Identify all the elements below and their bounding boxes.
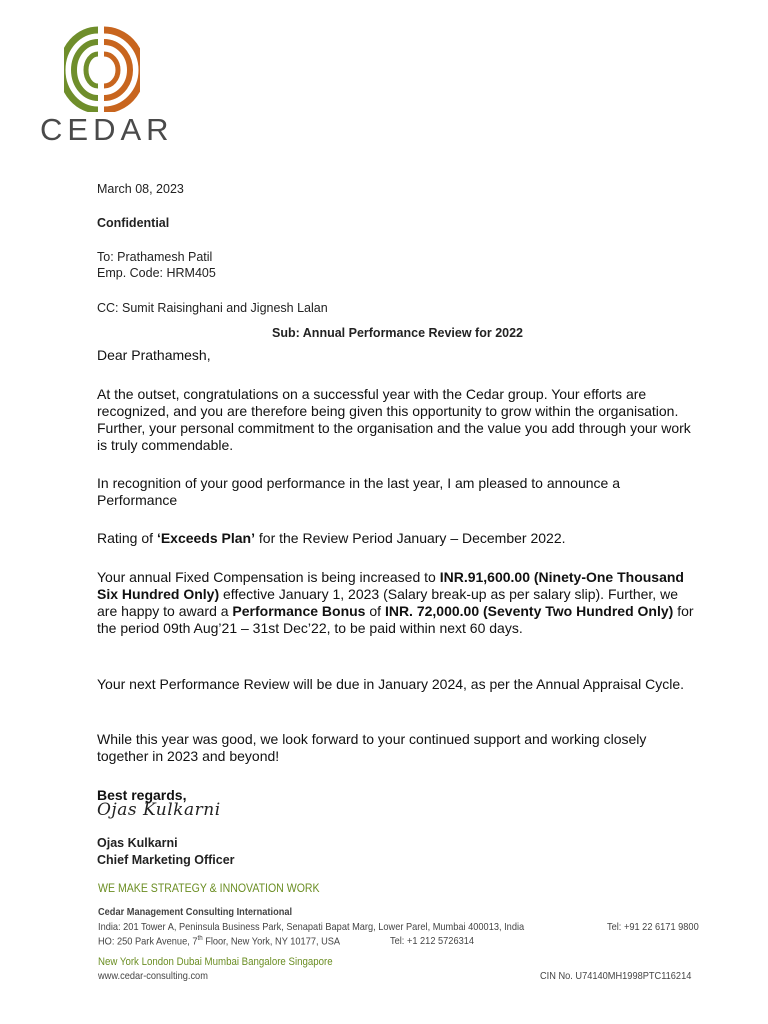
footer-cin: CIN No. U74140MH1998PTC116214 [540,970,692,982]
footer-company: Cedar Management Consulting International [98,906,293,918]
subject-line: Sub: Annual Performance Review for 2022 [272,326,524,340]
paragraph-congratulations: At the outset, congratulations on a successful year with the Cedar group. Your efforts are recognized, and you are therefore being given this opportunity to grow within the organisation. Further, your personal commitment to the organisation and the value you add through your work is truly commendable. [97,386,691,453]
footer-cities: New York London Dubai Mumbai Bangalore Singapore [98,956,333,968]
footer-tagline: WE MAKE STRATEGY & INNOVATION WORK [98,881,320,895]
footer-india-address: India: 201 Tower A, Peninsula Business Park, Senapati Bapat Marg, Lower Parel, Mumbai 400013, India [98,921,525,933]
cc-line: CC: Sumit Raisinghani and Jignesh Lalan [97,301,328,315]
paragraph-next-review: Your next Performance Review will be due in January 2024, as per the Annual Appraisal Cycle. [97,676,685,692]
paragraph-recognition: In recognition of your good performance in the last year, I am pleased to announce a Performance [97,475,620,508]
closing-regards: Best regards, [97,787,187,803]
salutation: Dear Prathamesh, [97,347,211,363]
footer-ho-tel: Tel: +1 212 5726314 [390,935,475,947]
footer-website[interactable]: www.cedar-consulting.com [98,970,208,982]
cedar-logo-icon [64,26,140,112]
signer-title: Chief Marketing Officer [97,853,235,867]
signer-name: Ojas Kulkarni [97,836,178,850]
confidential-label: Confidential [97,216,170,230]
paragraph-rating: Rating of ‘Exceeds Plan’ for the Review Period January – December 2022. [97,530,566,546]
recipient: To: Prathamesh Patil [97,250,213,264]
footer-ho-address: HO: 250 Park Avenue, 7th Floor, New York, NY 10177, USA [98,935,341,948]
footer-india-tel: Tel: +91 22 6171 9800 [607,921,699,933]
paragraph-compensation: Your annual Fixed Compensation is being increased to INR.91,600.00 (Ninety-One Thousand Six Hundred Only) effective January 1, 2023 (Salary break-up as per salary slip). Further, we are happy to award a Performance Bonus of INR. 72,000.00 (Seventy Two Hundred Only) for the period 09th Aug’21 – 31st Dec’22, to be paid within next 60 days. [97,569,694,636]
letter-date: March 08, 2023 [97,182,184,196]
emp-code: Emp. Code: HRM405 [97,266,216,280]
signature: Ojas Kulkarni [97,800,221,820]
cedar-logo-text: CEDAR [40,112,174,147]
paragraph-closing: While this year was good, we look forward to your continued support and working closely together in 2023 and beyond! [97,731,647,764]
